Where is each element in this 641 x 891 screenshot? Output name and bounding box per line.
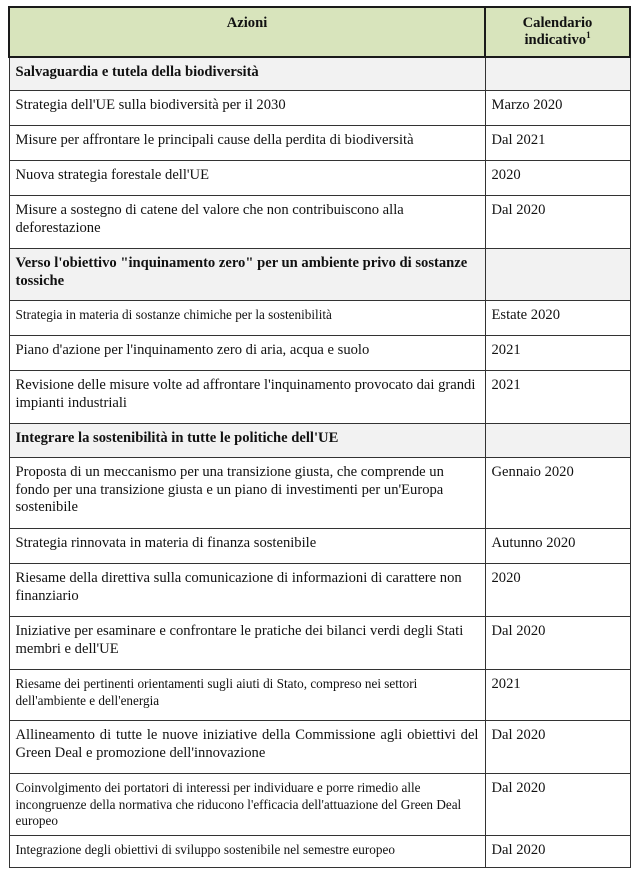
section-title: Salvaguardia e tutela della biodiversità (9, 57, 485, 91)
table-row (9, 371, 630, 424)
action-cell: Misure a sostegno di catene del valore che non contribuiscono alla deforestazione (9, 196, 485, 249)
date-cell: 2021 (485, 371, 630, 424)
footnote-marker: 1 (586, 30, 591, 41)
header-calendar-line2: indicativo (524, 32, 587, 49)
action-cell: Riesame dei pertinenti orientamenti sugli aiuti di Stato, compreso nei settori dell'ambiente e dell'energia (9, 670, 485, 721)
date-cell: 2021 (485, 336, 630, 371)
action-cell: Allineamento di tutte le nuove iniziative della Commissione agli obiettivi del Green Deal e promozione dell'innovazione (9, 721, 485, 774)
date-cell: 2020 (485, 564, 630, 617)
table-header-row (9, 7, 630, 57)
action-cell: Revisione delle misure volte ad affrontare l'inquinamento provocato dai grandi impianti industriali (9, 371, 485, 424)
table-row (9, 670, 630, 721)
date-cell: Dal 2020 (485, 836, 630, 868)
date-cell: Dal 2021 (485, 126, 630, 161)
table-row (9, 617, 630, 670)
action-cell: Strategia dell'UE sulla biodiversità per il 2030 (9, 91, 485, 126)
table-row (9, 161, 630, 196)
date-cell: Estate 2020 (485, 301, 630, 336)
action-cell: Integrazione degli obiettivi di sviluppo sostenibile nel semestre europeo (9, 836, 485, 868)
table-row (9, 774, 630, 836)
table-row (9, 196, 630, 249)
date-cell: Dal 2020 (485, 617, 630, 670)
date-cell: Gennaio 2020 (485, 458, 630, 529)
action-cell: Proposta di un meccanismo per una transizione giusta, che comprende un fondo per una transizione giusta e un piano di investimenti per un'Europa sostenibile (9, 458, 485, 529)
date-cell: Dal 2020 (485, 196, 630, 249)
date-cell: Marzo 2020 (485, 91, 630, 126)
action-cell: Coinvolgimento dei portatori di interessi per individuare e porre rimedio alle incongruenze della normativa che riducono l'efficacia dell'attuazione del Green Deal europeo (9, 774, 485, 836)
actions-table-container (8, 6, 629, 868)
table-row (9, 336, 630, 371)
table-row (9, 836, 630, 868)
table-row (9, 301, 630, 336)
date-cell: Dal 2020 (485, 721, 630, 774)
date-cell: 2021 (485, 670, 630, 721)
date-cell: 2020 (485, 161, 630, 196)
table-row (9, 458, 630, 529)
table-row (9, 529, 630, 564)
date-cell: Autunno 2020 (485, 529, 630, 564)
table-row (9, 91, 630, 126)
header-calendar (485, 7, 630, 57)
header-actions: Azioni (9, 7, 485, 57)
actions-table (8, 6, 631, 868)
section-title: Verso l'obiettivo "inquinamento zero" per un ambiente privo di sostanze tossiche (9, 249, 485, 301)
action-cell: Misure per affrontare le principali cause della perdita di biodiversità (9, 126, 485, 161)
section-title: Integrare la sostenibilità in tutte le politiche dell'UE (9, 424, 485, 458)
table-row (9, 564, 630, 617)
action-cell: Riesame della direttiva sulla comunicazione di informazioni di carattere non finanziario (9, 564, 485, 617)
action-cell: Strategia rinnovata in materia di finanza sostenibile (9, 529, 485, 564)
header-calendar-line1: Calendario (522, 15, 593, 31)
action-cell: Iniziative per esaminare e confrontare le pratiche dei bilanci verdi degli Stati membri e dell'UE (9, 617, 485, 670)
section-row-biodiversity (9, 57, 630, 91)
section-empty-cell (485, 424, 630, 458)
table-row (9, 721, 630, 774)
table-row (9, 126, 630, 161)
action-cell: Strategia in materia di sostanze chimiche per la sostenibilità (9, 301, 485, 336)
action-cell: Piano d'azione per l'inquinamento zero di aria, acqua e suolo (9, 336, 485, 371)
action-cell: Nuova strategia forestale dell'UE (9, 161, 485, 196)
section-row-sustainability (9, 424, 630, 458)
section-row-zero-pollution (9, 249, 630, 301)
section-empty-cell (485, 249, 630, 301)
date-cell: Dal 2020 (485, 774, 630, 836)
section-empty-cell (485, 57, 630, 91)
